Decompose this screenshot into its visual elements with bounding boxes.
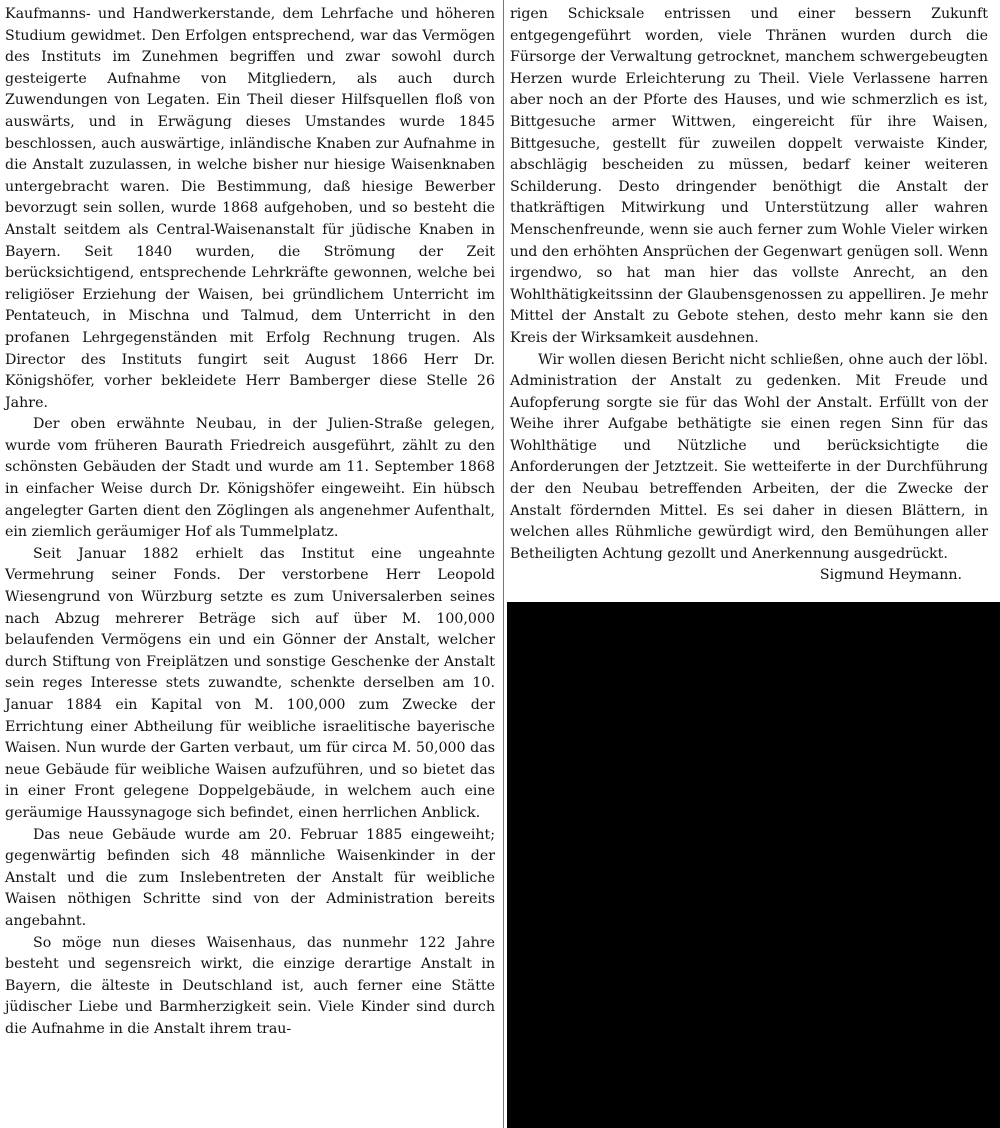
paragraph: Der oben erwähnte Neubau, in der Julien-Straße gelegen, wurde vom früheren Baurath Friedreich ausgeführt, zählt zu den schönsten Gebäuden der Stadt und wurde am 11. September 1868 in einfacher Weise durch Dr. Königshöfer eingeweiht. Ein hübsch angelegter Garten dient den Zöglingen als angenehmer Aufenthalt, ein ziemlich geräumiger Hof als Tummelplatz. — [5, 416, 495, 541]
column-divider — [503, 0, 504, 1128]
paragraph: Seit Januar 1882 erhielt das Institut eine ungeahnte Vermehrung seiner Fonds. Der verstorbene Herr Leopold Wiesengrund von Würzburg setzte es zum Universalerben seines nach Abzug mehrerer Beträge sich auf über M. 100,000 belaufenden Vermögens ein und ein Gönner der Anstalt, welcher durch Stiftung von Freiplätzen und sonstige Geschenke der Anstalt sein reges Interesse stets zuwandte, schenkte derselben am 10. Januar 1884 ein Kapital von M. 100,000 zum Zwecke der Errichtung einer Abtheilung für weibliche israelitische bayerische Waisen. Nun wurde der Garten verbaut, um für circa M. 50,000 das neue Gebäude für weibliche Waisen aufzuführen, und so bietet das in einer Front gelegene Doppelgebäude, in welchem auch eine geräumige Haussynagoge sich befindet, einen herrlichen Anblick. — [5, 545, 495, 821]
paragraph: Das neue Gebäude wurde am 20. Februar 1885 eingeweiht; gegenwärtig befinden sich 48 männliche Waisenkinder in der Anstalt und die zum Inslebentreten der Anstalt für weibliche Waisen nöthigen Schritte sind von der Administration bereits angebahnt. — [5, 826, 495, 929]
right-text-column — [510, 4, 988, 587]
redacted-area — [507, 602, 1000, 1128]
paragraph: So möge nun dieses Waisenhaus, das nunmehr 122 Jahre besteht und segensreich wirkt, die einzige derartige Anstalt in Bayern, die älteste in Deutschland ist, auch ferner eine Stätte jüdischer Liebe und Barmherzigkeit sein. Viele Kinder sind durch die Aufnahme in die Anstalt ihrem trau- — [5, 934, 495, 1037]
author-signature: Sigmund Heymann. — [819, 567, 962, 584]
paragraph: Wir wollen diesen Bericht nicht schließen, ohne auch der löbl. Administration der Anstalt zu gedenken. Mit Freude und Aufopferung sorgte sie für das Wohl der Anstalt. Erfüllt von der Weihe ihrer Aufgabe bethätigte sie einen regen Sinn für das Wohlthätige und Nützliche und berücksichtigte die Anforderungen der Jetztzeit. Sie wetteiferte in der Durchführung der den Neubau betreffenden Arbeiten, der die Zwecke der Anstalt fördernden Mittel. Es sei daher in diesen Blättern, in welchen alles Rühmliche gewürdigt wird, den Bemühungen aller Betheiligten Achtung gezollt und Anerkennung ausgedrückt. — [510, 351, 988, 562]
paragraph: rigen Schicksale entrissen und einer bessern Zukunft entgegengeführt worden, viele Thränen wurden durch die Fürsorge der Verwaltung getrocknet, manchem schwergebeugten Herzen wurde Erleichterung zu Theil. Viele Verlassene harren aber noch an der Pforte des Hauses, und wie schmerzlich es ist, Bittgesuche armer Wittwen, eingereicht für ihre Waisen, Bittgesuche, gestellt für zuweilen doppelt verwaiste Kinder, abschlägig bescheiden zu müssen, bedarf keiner weiteren Schilderung. Desto dringender benöthigt die Anstalt der thatkräftigen Mitwirkung und Unterstützung aller wahren Menschenfreunde, wenn sie auch ferner zum Wohle Vieler wirken und den erhöhten Ansprüchen der Gegenwart genügen soll. Wenn irgendwo, so hat man hier das vollste Anrecht, an den Wohlthätigkeitssinn der Glaubensgenossen zu appelliren. Je mehr Mittel der Anstalt zu Gebote stehen, desto mehr kann sie den Kreis der Wirksamkeit ausdehnen. — [510, 6, 988, 346]
paragraph: Kaufmanns- und Handwerkerstande, dem Lehrfache und höheren Studium gewidmet. Den Erfolgen entsprechend, war das Vermögen des Instituts im Zunehmen begriffen und zwar sowohl durch gesteigerte Aufnahme von Mitgliedern, als auch durch Zuwendungen von Legaten. Ein Theil dieser Hilfsquellen floß von auswärts, und in Erwägung dieses Umstandes wurde 1845 beschlossen, auch auswärtige, inländische Knaben zur Aufnahme in die Anstalt zuzulassen, in welche bisher nur hiesige Waisenknaben untergebracht waren. Die Bestimmung, daß hiesige Bewerber bevorzugt sein sollen, wurde 1868 aufgehoben, und so besteht die Anstalt seitdem als Central-Waisenanstalt für jüdische Knaben in Bayern. Seit 1840 wurden, die Strömung der Zeit berücksichtigend, entsprechende Lehrkräfte gewonnen, welche bei religiöser Erziehung der Waisen, bei gründlichem Unterricht im Pentateuch, in Mischna und Talmud, dem Unterricht in den profanen Lehrgegenständen mit Erfolg Rechnung trugen. Als Director des Instituts fungirt seit August 1866 Herr Dr. Königshöfer, vorher bekleidete Herr Bamberger diese Stelle 26 Jahre. — [5, 6, 495, 411]
left-text-column — [5, 4, 495, 1041]
